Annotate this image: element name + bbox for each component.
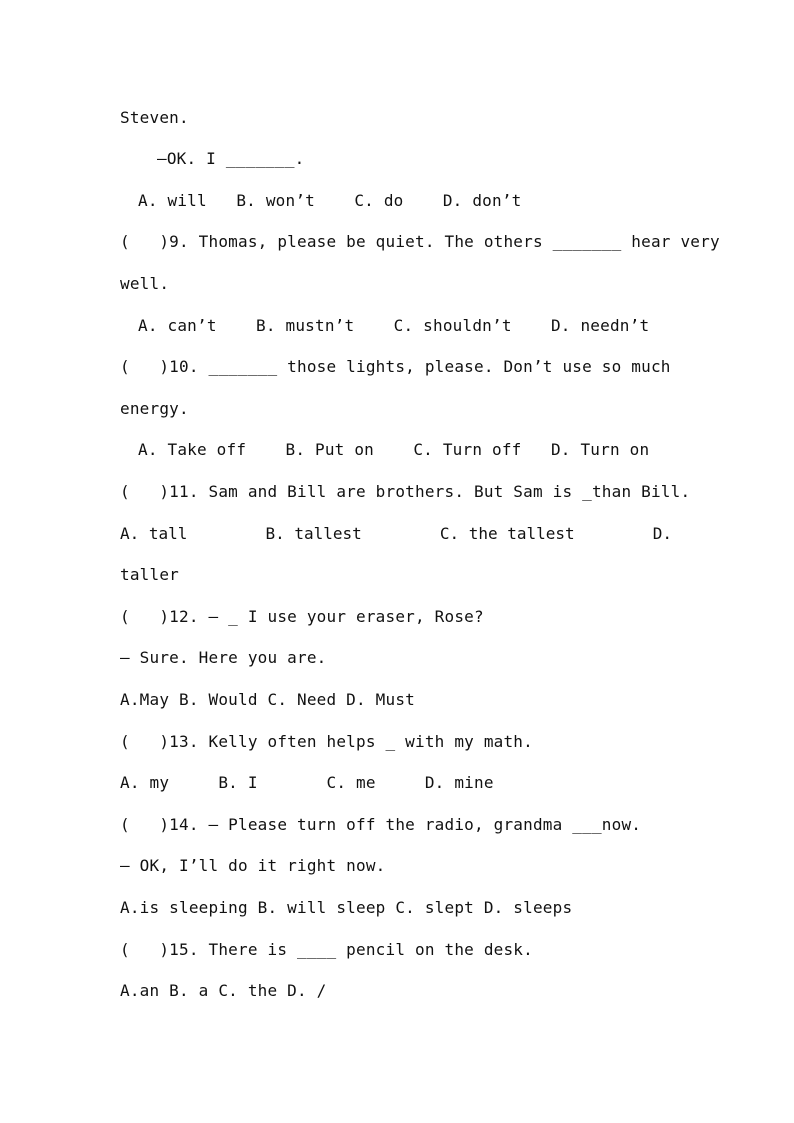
question-10: ( )10. _______ those lights, please. Don’t use so much bbox=[120, 357, 671, 376]
answer-options: A.is sleeping B. will sleep C. slept D. sleeps bbox=[120, 898, 573, 917]
text-line: — Sure. Here you are. bbox=[120, 648, 327, 667]
answer-options: A. can’t B. mustn’t C. shouldn’t D. needn’t bbox=[138, 316, 650, 335]
answer-options: A.an B. a C. the D. / bbox=[120, 981, 327, 1000]
answer-options: A.May B. Would C. Need D. Must bbox=[120, 690, 415, 709]
text-line: Steven. bbox=[120, 108, 189, 127]
question-9: ( )9. Thomas, please be quiet. The others _______ hear very bbox=[120, 232, 720, 251]
text-line: well. bbox=[120, 274, 170, 293]
text-line: —OK. I _______. bbox=[157, 149, 305, 168]
answer-options: A. Take off B. Put on C. Turn off D. Turn on bbox=[138, 440, 650, 459]
answer-options: A. will B. won’t C. do D. don’t bbox=[138, 191, 522, 210]
text-line: taller bbox=[120, 565, 179, 584]
question-12: ( )12. — _ I use your eraser, Rose? bbox=[120, 607, 484, 626]
question-14: ( )14. — Please turn off the radio, grandma ___now. bbox=[120, 815, 642, 834]
option-b: B. tallest bbox=[265, 524, 362, 543]
answer-options bbox=[120, 524, 672, 544]
option-a: A. tall bbox=[120, 524, 188, 543]
question-13: ( )13. Kelly often helps _ with my math. bbox=[120, 732, 533, 751]
text-line: — OK, I’ll do it right now. bbox=[120, 856, 386, 875]
text-line: energy. bbox=[120, 399, 189, 418]
question-11: ( )11. Sam and Bill are brothers. But Sam is _than Bill. bbox=[120, 482, 691, 501]
option-d: D. bbox=[652, 524, 672, 543]
question-15: ( )15. There is ____ pencil on the desk. bbox=[120, 940, 533, 959]
option-c: C. the tallest bbox=[439, 524, 575, 543]
answer-options: A. my B. I C. me D. mine bbox=[120, 773, 494, 792]
